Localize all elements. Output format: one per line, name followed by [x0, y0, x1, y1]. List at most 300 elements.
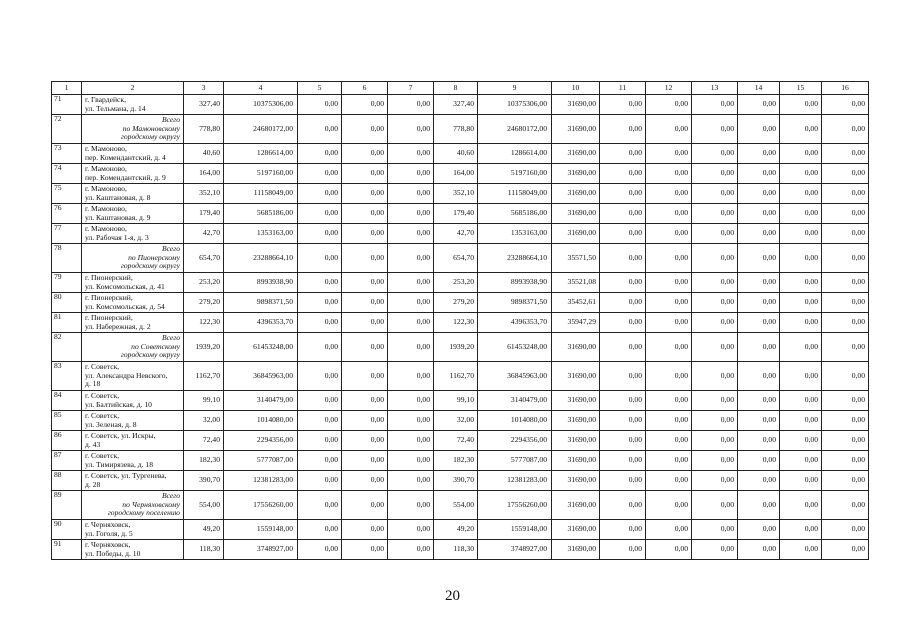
address-line: г. Советск,: [85, 362, 120, 372]
value-cell: 0,00: [388, 313, 434, 333]
table-row: [52, 471, 869, 491]
address-line: Всего: [161, 244, 180, 254]
value-cell: 0,00: [388, 391, 434, 411]
row-number: 84: [52, 391, 82, 411]
value-cell: 122,30: [184, 313, 224, 333]
address-cell: [82, 391, 184, 411]
row-number: 86: [52, 431, 82, 451]
value-cell: 0,00: [646, 95, 692, 115]
value-cell: 0,00: [600, 95, 646, 115]
value-cell: 0,00: [388, 411, 434, 431]
value-cell: 42,70: [184, 224, 224, 244]
value-cell: 164,00: [184, 164, 224, 184]
value-cell: 0,00: [738, 333, 780, 362]
address-line: ул. Комсомольская, д. 54: [85, 301, 165, 311]
value-cell: 0,00: [342, 313, 388, 333]
value-cell: 352,10: [434, 184, 478, 204]
value-cell: 0,00: [780, 471, 822, 491]
value-cell: 0,00: [780, 540, 822, 560]
value-cell: 0,00: [342, 184, 388, 204]
value-cell: 35452,61: [552, 293, 600, 313]
value-cell: 0,00: [692, 411, 738, 431]
column-header: 2: [82, 82, 184, 95]
value-cell: 42,70: [434, 224, 478, 244]
column-header: 7: [388, 82, 434, 95]
value-cell: 5197160,00: [224, 164, 298, 184]
value-cell: 0,00: [822, 491, 869, 520]
value-cell: 0,00: [646, 204, 692, 224]
address-cell: [82, 293, 184, 313]
address-line: ул. Гоголя, д. 5: [85, 528, 133, 538]
value-cell: 31690,00: [552, 224, 600, 244]
value-cell: 0,00: [298, 411, 342, 431]
value-cell: 0,00: [388, 204, 434, 224]
table-row: [52, 224, 869, 244]
value-cell: 0,00: [780, 204, 822, 224]
value-cell: 0,00: [600, 471, 646, 491]
address-line: г. Мамоново,: [85, 223, 127, 233]
value-cell: 0,00: [692, 333, 738, 362]
column-header: 13: [692, 82, 738, 95]
address-line: г. Советск,: [85, 450, 120, 460]
row-number: 91: [52, 540, 82, 560]
value-cell: 0,00: [738, 144, 780, 164]
value-cell: 0,00: [298, 313, 342, 333]
row-number: 72: [52, 115, 82, 144]
value-cell: 5685186,00: [478, 204, 552, 224]
value-cell: 0,00: [692, 184, 738, 204]
value-cell: 31690,00: [552, 204, 600, 224]
value-cell: 0,00: [298, 520, 342, 540]
row-number: 83: [52, 362, 82, 391]
value-cell: 32,00: [434, 411, 478, 431]
value-cell: 31690,00: [552, 471, 600, 491]
value-cell: 0,00: [780, 362, 822, 391]
value-cell: 0,00: [780, 184, 822, 204]
value-cell: 0,00: [388, 293, 434, 313]
value-cell: 0,00: [692, 471, 738, 491]
value-cell: 0,00: [600, 451, 646, 471]
address-line: ул. Александра Невского,: [85, 370, 168, 380]
value-cell: 0,00: [738, 184, 780, 204]
value-cell: 31690,00: [552, 411, 600, 431]
value-cell: 11158049,00: [478, 184, 552, 204]
value-cell: 31690,00: [552, 144, 600, 164]
value-cell: 0,00: [342, 491, 388, 520]
value-cell: 31690,00: [552, 451, 600, 471]
column-header: 11: [600, 82, 646, 95]
value-cell: 17556260,00: [478, 491, 552, 520]
table-row: [52, 491, 869, 520]
row-number: 87: [52, 451, 82, 471]
value-cell: 1014080,00: [478, 411, 552, 431]
value-cell: 0,00: [692, 391, 738, 411]
address-line: пер. Комендантский, д. 4: [85, 152, 166, 162]
value-cell: 0,00: [780, 244, 822, 273]
value-cell: 1162,70: [184, 362, 224, 391]
value-cell: 0,00: [388, 115, 434, 144]
table-row: [52, 164, 869, 184]
value-cell: 0,00: [600, 273, 646, 293]
address-line: ул. Балтийская, д. 10: [85, 399, 152, 409]
value-cell: 0,00: [388, 451, 434, 471]
value-cell: 0,00: [298, 184, 342, 204]
value-cell: 0,00: [388, 164, 434, 184]
page-number: 20: [445, 588, 460, 604]
value-cell: 182,30: [184, 451, 224, 471]
table-row: [52, 411, 869, 431]
value-cell: 0,00: [692, 224, 738, 244]
value-cell: 0,00: [822, 451, 869, 471]
value-cell: 35947,29: [552, 313, 600, 333]
value-cell: 17556260,00: [224, 491, 298, 520]
address-cell: [82, 313, 184, 333]
value-cell: 0,00: [388, 540, 434, 560]
value-cell: 1939,20: [184, 333, 224, 362]
value-cell: 49,20: [434, 520, 478, 540]
value-cell: 0,00: [738, 411, 780, 431]
value-cell: 23288664,10: [224, 244, 298, 273]
total-label: [82, 491, 184, 520]
value-cell: 0,00: [738, 451, 780, 471]
value-cell: 0,00: [298, 95, 342, 115]
value-cell: 5777087,00: [224, 451, 298, 471]
value-cell: 0,00: [342, 293, 388, 313]
value-cell: 0,00: [822, 293, 869, 313]
table-row: [52, 115, 869, 144]
column-header: 6: [342, 82, 388, 95]
value-cell: 0,00: [822, 144, 869, 164]
address-line: г. Гвардейск,: [85, 94, 126, 104]
row-number: 79: [52, 273, 82, 293]
value-cell: 12381283,00: [224, 471, 298, 491]
value-cell: 0,00: [600, 520, 646, 540]
value-cell: 0,00: [692, 115, 738, 144]
address-line: г. Пионерский,: [85, 272, 133, 282]
row-number: 71: [52, 95, 82, 115]
value-cell: 61453248,00: [478, 333, 552, 362]
value-cell: 182,30: [434, 451, 478, 471]
value-cell: 0,00: [646, 540, 692, 560]
value-cell: 0,00: [388, 362, 434, 391]
value-cell: 0,00: [298, 144, 342, 164]
value-cell: 0,00: [600, 491, 646, 520]
address-line: ул. Рабочая 1-я, д. 3: [85, 232, 149, 242]
value-cell: 24680172,00: [478, 115, 552, 144]
address-line: г. Советск, ул. Тургенева,: [85, 470, 167, 480]
value-cell: 0,00: [646, 520, 692, 540]
value-cell: 31690,00: [552, 115, 600, 144]
value-cell: 327,40: [434, 95, 478, 115]
value-cell: 0,00: [298, 431, 342, 451]
value-cell: 0,00: [738, 95, 780, 115]
row-number: 77: [52, 224, 82, 244]
value-cell: 0,00: [388, 491, 434, 520]
value-cell: 0,00: [646, 391, 692, 411]
value-cell: 0,00: [822, 520, 869, 540]
value-cell: 2294356,00: [224, 431, 298, 451]
value-cell: 0,00: [600, 313, 646, 333]
value-cell: 554,00: [434, 491, 478, 520]
value-cell: 0,00: [298, 540, 342, 560]
value-cell: 0,00: [600, 333, 646, 362]
value-cell: 0,00: [738, 164, 780, 184]
value-cell: 0,00: [692, 204, 738, 224]
value-cell: 0,00: [388, 273, 434, 293]
row-number: 73: [52, 144, 82, 164]
address-line: ул. Каштановая, д. 9: [85, 212, 151, 222]
value-cell: 99,10: [434, 391, 478, 411]
value-cell: 0,00: [646, 244, 692, 273]
value-cell: 0,00: [692, 362, 738, 391]
value-cell: 0,00: [600, 411, 646, 431]
column-header: 1: [52, 82, 82, 95]
value-cell: 0,00: [600, 540, 646, 560]
value-cell: 0,00: [780, 520, 822, 540]
value-cell: 0,00: [780, 411, 822, 431]
value-cell: 0,00: [342, 273, 388, 293]
value-cell: 0,00: [822, 313, 869, 333]
value-cell: 0,00: [822, 471, 869, 491]
value-cell: 778,80: [434, 115, 478, 144]
address-line: г. Черняховск,: [85, 539, 131, 549]
value-cell: 253,20: [184, 273, 224, 293]
value-cell: 0,00: [646, 224, 692, 244]
value-cell: 3140479,00: [224, 391, 298, 411]
column-header: 3: [184, 82, 224, 95]
value-cell: 0,00: [780, 491, 822, 520]
address-cell: [82, 184, 184, 204]
value-cell: 0,00: [342, 431, 388, 451]
value-cell: 0,00: [738, 471, 780, 491]
value-cell: 0,00: [822, 391, 869, 411]
value-cell: 1162,70: [434, 362, 478, 391]
column-header: 9: [478, 82, 552, 95]
value-cell: 0,00: [692, 451, 738, 471]
value-cell: 0,00: [298, 491, 342, 520]
address-line: г. Мамоново,: [85, 163, 127, 173]
value-cell: 0,00: [738, 540, 780, 560]
value-cell: 0,00: [822, 224, 869, 244]
row-number: 88: [52, 471, 82, 491]
value-cell: 0,00: [780, 313, 822, 333]
column-header: 12: [646, 82, 692, 95]
address-cell: [82, 362, 184, 391]
value-cell: 0,00: [298, 273, 342, 293]
value-cell: 0,00: [342, 224, 388, 244]
value-cell: 279,20: [434, 293, 478, 313]
value-cell: 0,00: [646, 471, 692, 491]
value-cell: 3748927,00: [224, 540, 298, 560]
value-cell: 23288664,10: [478, 244, 552, 273]
value-cell: 0,00: [646, 333, 692, 362]
address-cell: [82, 224, 184, 244]
value-cell: 40,60: [184, 144, 224, 164]
value-cell: 0,00: [342, 362, 388, 391]
value-cell: 0,00: [692, 244, 738, 273]
value-cell: 0,00: [600, 204, 646, 224]
value-cell: 0,00: [342, 144, 388, 164]
value-cell: 10375306,00: [224, 95, 298, 115]
address-line: д. 28: [85, 479, 101, 489]
value-cell: 118,30: [184, 540, 224, 560]
value-cell: 0,00: [388, 144, 434, 164]
value-cell: 4396353,70: [224, 313, 298, 333]
value-cell: 0,00: [298, 391, 342, 411]
value-cell: 0,00: [822, 164, 869, 184]
value-cell: 11158049,00: [224, 184, 298, 204]
value-cell: 0,00: [780, 391, 822, 411]
address-line: г. Мамоново,: [85, 203, 127, 213]
address-cell: [82, 451, 184, 471]
value-cell: 31690,00: [552, 164, 600, 184]
value-cell: 0,00: [342, 391, 388, 411]
table-row: [52, 540, 869, 560]
value-cell: 0,00: [822, 115, 869, 144]
table-row: [52, 313, 869, 333]
value-cell: 0,00: [738, 431, 780, 451]
value-cell: 0,00: [738, 293, 780, 313]
row-number: 89: [52, 491, 82, 520]
row-number: 75: [52, 184, 82, 204]
value-cell: 179,40: [184, 204, 224, 224]
value-cell: 0,00: [692, 520, 738, 540]
address-line: Всего: [161, 333, 180, 343]
value-cell: 36845963,00: [478, 362, 552, 391]
table-row: [52, 431, 869, 451]
address-line: г. Пионерский,: [85, 292, 133, 302]
value-cell: 32,00: [184, 411, 224, 431]
column-header: 4: [224, 82, 298, 95]
value-cell: 0,00: [646, 451, 692, 471]
value-cell: 0,00: [822, 273, 869, 293]
value-cell: 0,00: [342, 471, 388, 491]
value-cell: 0,00: [600, 224, 646, 244]
value-cell: 0,00: [388, 95, 434, 115]
address-line: д. 43: [85, 439, 101, 449]
table-row: [52, 451, 869, 471]
value-cell: 0,00: [298, 362, 342, 391]
value-cell: 279,20: [184, 293, 224, 313]
address-line: ул. Комсомольская, д. 41: [85, 281, 165, 291]
value-cell: 0,00: [298, 333, 342, 362]
value-cell: 0,00: [646, 431, 692, 451]
value-cell: 31690,00: [552, 431, 600, 451]
value-cell: 1286614,00: [478, 144, 552, 164]
row-number: 85: [52, 411, 82, 431]
value-cell: 0,00: [600, 115, 646, 144]
value-cell: 0,00: [738, 273, 780, 293]
column-header: 5: [298, 82, 342, 95]
address-line: по Черняховскому: [122, 499, 180, 509]
value-cell: 0,00: [822, 244, 869, 273]
table-row: [52, 144, 869, 164]
value-cell: 0,00: [646, 144, 692, 164]
value-cell: 0,00: [298, 115, 342, 144]
value-cell: 0,00: [738, 204, 780, 224]
address-line: д. 18: [85, 379, 101, 389]
value-cell: 0,00: [342, 164, 388, 184]
value-cell: 0,00: [738, 520, 780, 540]
value-cell: 40,60: [434, 144, 478, 164]
address-cell: [82, 204, 184, 224]
value-cell: 1353163,00: [224, 224, 298, 244]
value-cell: 554,00: [184, 491, 224, 520]
value-cell: 9898371,50: [478, 293, 552, 313]
value-cell: 35571,50: [552, 244, 600, 273]
row-number: 76: [52, 204, 82, 224]
value-cell: 0,00: [692, 95, 738, 115]
value-cell: 31690,00: [552, 391, 600, 411]
value-cell: 0,00: [738, 391, 780, 411]
value-cell: 0,00: [388, 244, 434, 273]
address-line: г. Советск,: [85, 390, 120, 400]
value-cell: 36845963,00: [224, 362, 298, 391]
value-cell: 0,00: [600, 293, 646, 313]
address-line: ул. Набережная, д. 2: [85, 321, 151, 331]
value-cell: 0,00: [692, 313, 738, 333]
address-cell: [82, 471, 184, 491]
value-cell: 0,00: [646, 273, 692, 293]
value-cell: 3140479,00: [478, 391, 552, 411]
address-cell: [82, 273, 184, 293]
value-cell: 0,00: [342, 244, 388, 273]
value-cell: 0,00: [600, 244, 646, 273]
value-cell: 0,00: [738, 115, 780, 144]
total-label: [82, 115, 184, 144]
value-cell: 31690,00: [552, 95, 600, 115]
value-cell: 0,00: [646, 362, 692, 391]
value-cell: 0,00: [298, 164, 342, 184]
value-cell: 0,00: [822, 411, 869, 431]
value-cell: 0,00: [822, 362, 869, 391]
address-line: г. Советск,: [85, 410, 120, 420]
value-cell: 0,00: [342, 411, 388, 431]
value-cell: 0,00: [738, 491, 780, 520]
value-cell: 0,00: [738, 362, 780, 391]
value-cell: 5777087,00: [478, 451, 552, 471]
value-cell: 1286614,00: [224, 144, 298, 164]
address-line: городскому округу: [120, 261, 180, 271]
value-cell: 0,00: [600, 164, 646, 184]
value-cell: 61453248,00: [224, 333, 298, 362]
value-cell: 1559148,00: [224, 520, 298, 540]
address-line: г. Мамоново,: [85, 183, 127, 193]
row-number: 74: [52, 164, 82, 184]
address-cell: [82, 95, 184, 115]
value-cell: 72,40: [184, 431, 224, 451]
address-line: г. Мамоново,: [85, 143, 127, 153]
address-line: городскому поселению: [107, 508, 180, 518]
value-cell: 0,00: [388, 431, 434, 451]
value-cell: 0,00: [780, 333, 822, 362]
address-line: ул. Зеленая, д. 8: [85, 419, 137, 429]
value-cell: 0,00: [298, 293, 342, 313]
value-cell: 0,00: [600, 144, 646, 164]
value-cell: 0,00: [780, 164, 822, 184]
value-cell: 35521,08: [552, 273, 600, 293]
value-cell: 0,00: [780, 431, 822, 451]
table-row: [52, 293, 869, 313]
value-cell: 654,70: [184, 244, 224, 273]
value-cell: 31690,00: [552, 491, 600, 520]
value-cell: 31690,00: [552, 520, 600, 540]
value-cell: 31690,00: [552, 362, 600, 391]
value-cell: 31690,00: [552, 333, 600, 362]
address-line: городскому округу: [120, 350, 180, 360]
value-cell: 164,00: [434, 164, 478, 184]
value-cell: 0,00: [822, 204, 869, 224]
